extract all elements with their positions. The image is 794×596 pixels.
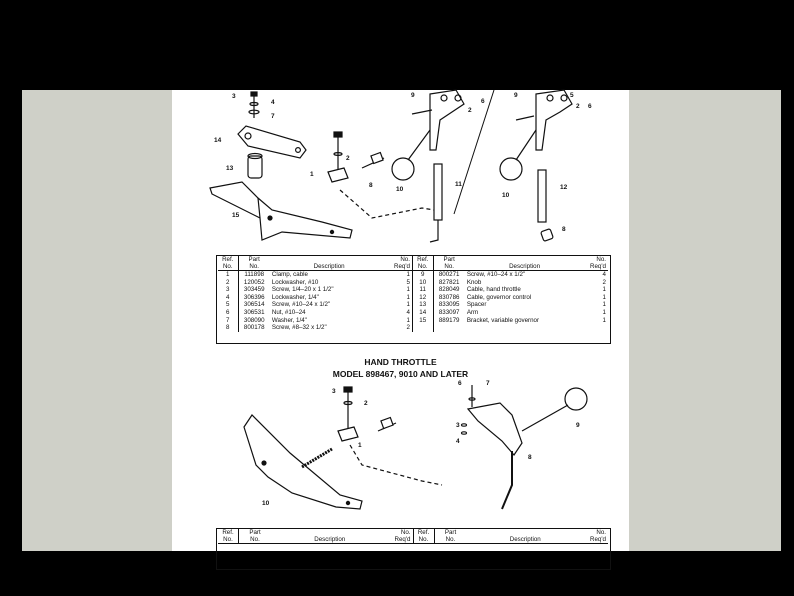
table-cell-desc: Lockwasher, #10: [271, 278, 319, 286]
callout-label: 5: [570, 92, 574, 99]
header-description: Description: [509, 536, 541, 543]
callout-label: 7: [271, 113, 275, 120]
table-cell-part: 889179: [438, 316, 460, 324]
callout-label: 8: [528, 454, 532, 461]
callout-label: 4: [271, 99, 275, 106]
header-qty: No. Req'd: [590, 529, 606, 543]
table-cell-qty: [584, 324, 608, 332]
callout-label: 10: [396, 186, 404, 193]
callout-label: 10: [502, 192, 510, 199]
table-cell-ref: 12: [412, 294, 433, 302]
section-subtitle: MODEL 898467, 9010 AND LATER: [332, 369, 469, 379]
callout-label: 8: [369, 182, 373, 189]
header-description: Description: [314, 536, 346, 543]
lower-parts-table: [218, 529, 608, 544]
table-cell-qty: 2: [388, 324, 412, 332]
callout-label: 1: [310, 171, 314, 178]
table-cell-qty: 1: [388, 286, 412, 294]
table-cell-desc: Nut, #10–24: [271, 308, 306, 316]
callout-label: 12: [560, 184, 568, 191]
callout-label: 3: [332, 388, 336, 395]
callout-label: 15: [232, 212, 240, 219]
header-part: Part No.: [444, 529, 457, 543]
table-cell-qty: 1: [602, 293, 606, 301]
table-row: [218, 286, 608, 294]
table-cell-ref: [412, 324, 433, 332]
header-part: Part No.: [443, 256, 455, 270]
table-cell-ref: 5: [218, 301, 238, 309]
table-cell-desc: Bracket, variable governor: [466, 316, 540, 324]
header-qty: No. Req'd: [389, 529, 414, 544]
table-cell-qty: 2: [602, 278, 606, 286]
table-cell-qty: 1: [602, 286, 606, 294]
callout-label: 3: [232, 93, 236, 100]
callout-label: 4: [456, 438, 460, 445]
table-cell-part: 830786: [438, 293, 460, 301]
table-cell-ref: 6: [218, 309, 238, 317]
table-row: [218, 294, 608, 302]
callout-label: 2: [468, 107, 472, 114]
table-cell-part: 828049: [438, 286, 460, 294]
table-cell-ref: 1: [218, 271, 238, 279]
table-row: [218, 317, 608, 325]
table-cell-part: 833095: [438, 301, 460, 309]
table-row: [218, 309, 608, 317]
lower-parts-diagram: [172, 380, 629, 525]
header-ref: Ref. No.: [218, 256, 238, 271]
table-cell-qty: 5: [388, 279, 412, 287]
table-cell-desc: Screw, #10–24 x 1/2": [271, 301, 331, 309]
table-cell-desc: Arm: [466, 308, 479, 316]
section-title: HAND THROTTLE: [364, 357, 437, 367]
table-cell-ref: 10: [412, 279, 433, 287]
table-cell-ref: 15: [412, 317, 433, 325]
table-cell-part: 827821: [438, 278, 460, 286]
table-cell-ref: 13: [412, 301, 433, 309]
table-cell-part: 303459: [243, 286, 265, 294]
table-cell-desc: Screw, #8–32 x 1/2": [271, 324, 327, 332]
callout-label: 6: [458, 380, 462, 387]
callout-label: 14: [214, 137, 222, 144]
upper-parts-table: [218, 256, 608, 332]
table-cell-desc: Screw, 1/4–20 x 1 1/2": [271, 286, 334, 294]
table-row: [218, 301, 608, 309]
header-ref: Ref. No.: [412, 256, 433, 271]
table-cell-desc: Cable, hand throttle: [466, 286, 521, 294]
header-ref: Ref. No.: [413, 529, 434, 544]
table-row: [218, 279, 608, 287]
table-cell-ref: 7: [218, 317, 238, 325]
callout-label: 8: [562, 226, 566, 233]
callout-label: 13: [226, 165, 234, 172]
table-cell-desc: Screw, #10–24 x 1/2": [466, 271, 526, 278]
table-cell-ref: 8: [218, 324, 238, 332]
header-qty: No. Req'd: [388, 256, 412, 271]
table-cell-qty: 4: [388, 309, 412, 317]
callout-label: 2: [364, 400, 368, 407]
header-part: Part No.: [248, 256, 260, 270]
callout-label: 9: [576, 422, 580, 429]
callout-label: 10: [262, 500, 270, 507]
table-cell-qty: 1: [602, 308, 606, 316]
table-cell-ref: 3: [218, 286, 238, 294]
callout-label: 2: [576, 103, 580, 110]
table-cell-part: 308090: [243, 316, 265, 324]
table-cell-desc: [465, 324, 585, 332]
table-cell-part: 111898: [244, 271, 265, 278]
table-cell-ref: 11: [412, 286, 433, 294]
callout-label: 2: [346, 155, 350, 162]
callout-label: 9: [411, 92, 415, 99]
table-row: [218, 324, 608, 332]
callout-label: 7: [486, 380, 490, 387]
document-page: [172, 90, 629, 551]
table-cell-ref: 4: [218, 294, 238, 302]
callout-label: 6: [588, 103, 592, 110]
table-cell-qty: 1: [602, 316, 606, 324]
table-cell-desc: Clamp, cable: [271, 271, 308, 278]
table-cell-part: 833097: [438, 308, 460, 316]
table-cell-ref: 9: [412, 271, 433, 279]
table-cell-part: 306531: [243, 308, 265, 316]
header-description: Description: [509, 263, 541, 270]
document-viewer[interactable]: [22, 90, 781, 551]
table-cell-desc: Spacer: [466, 301, 487, 309]
table-cell-part: 800271: [438, 271, 460, 278]
table-cell-qty: 1: [388, 317, 412, 325]
table-cell-desc: Knob: [466, 278, 482, 286]
callout-label: 9: [514, 92, 518, 99]
table-cell-ref: 14: [412, 309, 433, 317]
table-cell-part: 800178: [243, 324, 265, 332]
table-cell-part: 306514: [243, 301, 265, 309]
header-ref: Ref. No.: [218, 529, 239, 544]
table-cell-qty: 1: [388, 294, 412, 302]
table-cell-part: 306396: [243, 293, 265, 301]
table-row: [218, 271, 608, 279]
callout-label: 6: [481, 98, 485, 105]
callout-label: 3: [456, 422, 460, 429]
callout-label: 11: [455, 181, 462, 188]
table-cell-ref: 2: [218, 279, 238, 287]
header-qty: No. Req'd: [590, 256, 606, 270]
table-cell-desc: Lockwasher, 1/4": [271, 293, 319, 301]
table-cell-desc: Washer, 1/4": [271, 316, 307, 324]
header-description: Description: [313, 263, 345, 270]
table-cell-qty: 1: [388, 301, 412, 309]
table-cell-desc: Cable, governor control: [466, 293, 532, 301]
table-cell-qty: 4: [602, 271, 606, 278]
header-part: Part No.: [249, 529, 261, 543]
upper-parts-diagram: [172, 90, 629, 260]
table-cell-part: [433, 324, 465, 332]
table-cell-part: 120052: [243, 278, 265, 286]
table-cell-qty: 1: [388, 271, 412, 279]
table-cell-qty: 1: [602, 301, 606, 309]
callout-label: 1: [358, 442, 362, 449]
